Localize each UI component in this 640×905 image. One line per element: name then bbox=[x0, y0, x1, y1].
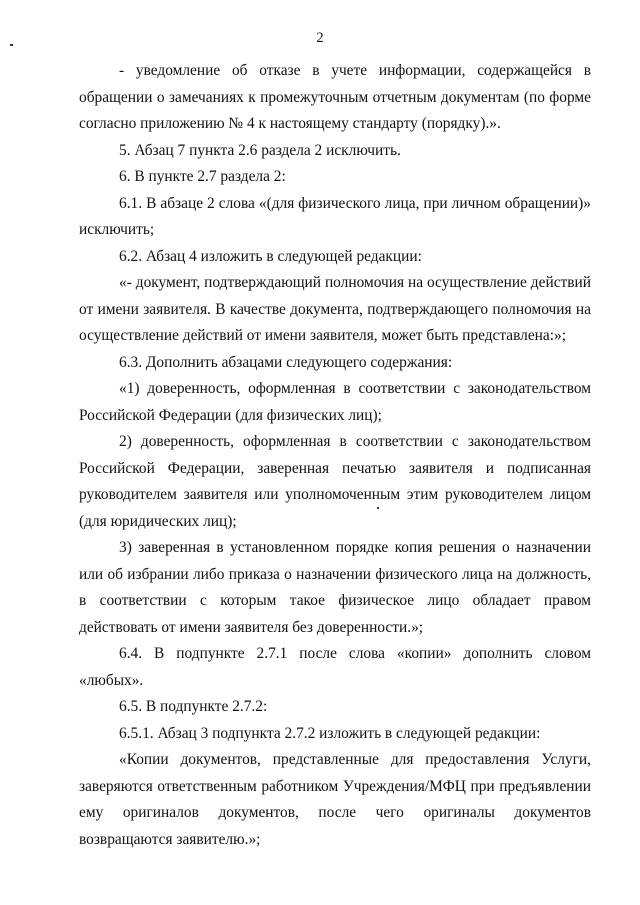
page-number: 2 bbox=[316, 30, 324, 46]
paragraph: - уведомление об отказе в учете информации, содержащейся в обращении о замечаниях к промежуточным отчетным документам (по форме согласно приложению № 4 к настоящему стандарту (порядку).». bbox=[79, 62, 591, 132]
paragraph: 6.5. В подпункте 2.7.2: bbox=[119, 698, 268, 715]
document-body bbox=[79, 58, 591, 853]
paragraph: 2) доверенность, оформленная в соответствии с законодательством Российской Федерации, заверенная печатью заявителя и подписанная руководителем заявителя или уполномоченным этим руководителем лицом (для юридических лиц); bbox=[79, 433, 591, 530]
paragraph: 6.4. В подпункте 2.7.1 после слова «копии» дополнить словом «любых». bbox=[79, 645, 591, 689]
paragraph: «Копии документов, представленные для предоставления Услуги, заверяются ответственным работником Учреждения/МФЦ при предъявлении ему оригиналов документов, после чего оригиналы документов возвращаются заявителю.»; bbox=[79, 751, 591, 848]
paragraph: 6.3. Дополнить абзацами следующего содержания: bbox=[119, 353, 453, 371]
paragraph: 6.1. В абзаце 2 слова «(для физического лица, при личном обращении)» исключить; bbox=[79, 194, 591, 238]
paragraph: «1) доверенность, оформленная в соответствии с законодательством Российской Федерации (для физических лиц); bbox=[79, 380, 591, 424]
paragraph: 6. В пункте 2.7 раздела 2: bbox=[119, 168, 286, 185]
paragraph: 3) заверенная в установленном порядке копия решения о назначении или об избрании либо приказа о назначении физического лица на должность, в соответствии с которым такое физическое лицо обладает правом действовать от имени заявителя без доверенности.»; bbox=[79, 539, 591, 636]
paragraph: «- документ, подтверждающий полномочия на осуществление действий от имени заявителя. В качестве документа, подтверждающего полномочия на осуществление действий от имени заявителя, может быть представлена:»; bbox=[79, 274, 591, 344]
paragraph: 5. Абзац 7 пункта 2.6 раздела 2 исключить. bbox=[119, 141, 401, 159]
paragraph: 6.5.1. Абзац 3 подпункта 2.7.2 изложить в следующей редакции: bbox=[119, 724, 541, 742]
paragraph: 6.2. Абзац 4 изложить в следующей редакции: bbox=[119, 247, 422, 265]
